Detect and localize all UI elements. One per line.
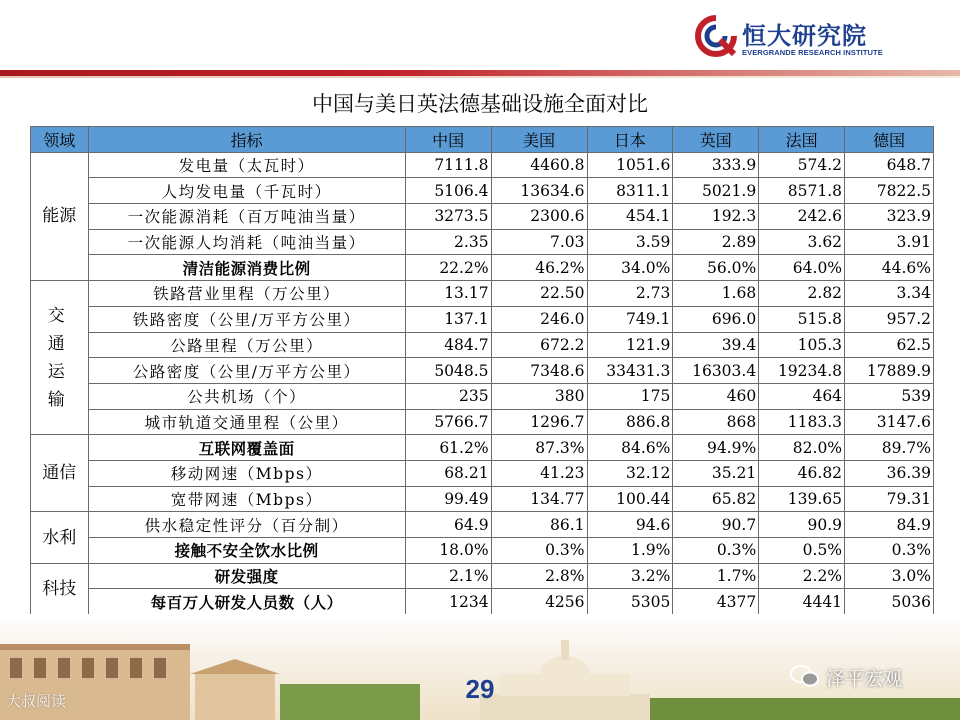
value-cell: 2.89 xyxy=(673,229,759,255)
column-header: 日本 xyxy=(587,127,673,153)
comparison-table xyxy=(30,126,934,615)
indicator-cell: 一次能源消耗（百万吨油当量） xyxy=(88,204,405,230)
value-cell: 333.9 xyxy=(673,152,759,178)
column-header: 德国 xyxy=(845,127,934,153)
value-cell: 3147.6 xyxy=(845,409,934,435)
category-cell: 通信 xyxy=(31,435,89,512)
table-header xyxy=(31,127,934,153)
value-cell: 2.2% xyxy=(759,563,845,589)
table-row xyxy=(31,563,934,589)
header-divider-shadow xyxy=(0,76,960,78)
value-cell: 672.2 xyxy=(491,332,587,358)
value-cell: 8571.8 xyxy=(759,178,845,204)
value-cell: 1183.3 xyxy=(759,409,845,435)
value-cell: 3.34 xyxy=(845,281,934,307)
value-cell: 68.21 xyxy=(405,460,491,486)
column-header: 中国 xyxy=(405,127,491,153)
table-row xyxy=(31,512,934,538)
column-header: 英国 xyxy=(673,127,759,153)
value-cell: 4441 xyxy=(759,589,845,615)
value-cell: 121.9 xyxy=(587,332,673,358)
value-cell: 515.8 xyxy=(759,306,845,332)
value-cell: 1296.7 xyxy=(491,409,587,435)
value-cell: 33431.3 xyxy=(587,358,673,384)
value-cell: 175 xyxy=(587,383,673,409)
value-cell: 82.0% xyxy=(759,435,845,461)
value-cell: 100.44 xyxy=(587,486,673,512)
watermark-right-text: 泽平宏观 xyxy=(826,668,903,690)
value-cell: 2.35 xyxy=(405,229,491,255)
indicator-cell: 公共机场（个） xyxy=(88,383,405,409)
indicator-cell: 发电量（太瓦时） xyxy=(88,152,405,178)
value-cell: 4460.8 xyxy=(491,152,587,178)
table-row xyxy=(31,486,934,512)
value-cell: 13.17 xyxy=(405,281,491,307)
value-cell: 0.5% xyxy=(759,538,845,564)
value-cell: 13634.6 xyxy=(491,178,587,204)
value-cell: 87.3% xyxy=(491,435,587,461)
indicator-cell: 公路里程（万公里） xyxy=(88,332,405,358)
value-cell: 84.6% xyxy=(587,435,673,461)
value-cell: 90.9 xyxy=(759,512,845,538)
value-cell: 3273.5 xyxy=(405,204,491,230)
table-row xyxy=(31,306,934,332)
value-cell: 94.9% xyxy=(673,435,759,461)
value-cell: 574.2 xyxy=(759,152,845,178)
value-cell: 18.0% xyxy=(405,538,491,564)
value-cell: 105.3 xyxy=(759,332,845,358)
indicator-cell: 互联网覆盖面 xyxy=(88,435,405,461)
value-cell: 64.9 xyxy=(405,512,491,538)
indicator-cell: 接触不安全饮水比例 xyxy=(88,538,405,564)
table-row xyxy=(31,152,934,178)
value-cell: 235 xyxy=(405,383,491,409)
value-cell: 7111.8 xyxy=(405,152,491,178)
value-cell: 34.0% xyxy=(587,255,673,281)
indicator-cell: 每百万人研发人员数（人） xyxy=(88,589,405,615)
value-cell: 4256 xyxy=(491,589,587,615)
value-cell: 8311.1 xyxy=(587,178,673,204)
value-cell: 16303.4 xyxy=(673,358,759,384)
table-row xyxy=(31,538,934,564)
value-cell: 957.2 xyxy=(845,306,934,332)
value-cell: 61.2% xyxy=(405,435,491,461)
logo-name: 恒大研究院 xyxy=(742,22,867,50)
value-cell: 868 xyxy=(673,409,759,435)
category-cell: 科技 xyxy=(31,563,89,614)
column-header: 领域 xyxy=(31,127,89,153)
value-cell: 39.4 xyxy=(673,332,759,358)
value-cell: 86.1 xyxy=(491,512,587,538)
table-row xyxy=(31,589,934,615)
logo-subtitle: EVERGRANDE RESEARCH INSTITUTE xyxy=(742,48,883,57)
value-cell: 36.39 xyxy=(845,460,934,486)
value-cell: 62.5 xyxy=(845,332,934,358)
value-cell: 4377 xyxy=(673,589,759,615)
value-cell: 484.7 xyxy=(405,332,491,358)
value-cell: 454.1 xyxy=(587,204,673,230)
value-cell: 323.9 xyxy=(845,204,934,230)
value-cell: 139.65 xyxy=(759,486,845,512)
value-cell: 242.6 xyxy=(759,204,845,230)
value-cell: 1051.6 xyxy=(587,152,673,178)
value-cell: 5036 xyxy=(845,589,934,615)
value-cell: 5106.4 xyxy=(405,178,491,204)
indicator-cell: 人均发电量（千瓦时） xyxy=(88,178,405,204)
value-cell: 35.21 xyxy=(673,460,759,486)
value-cell: 0.3% xyxy=(845,538,934,564)
indicator-cell: 公路密度（公里/万平方公里） xyxy=(88,358,405,384)
value-cell: 2300.6 xyxy=(491,204,587,230)
value-cell: 134.77 xyxy=(491,486,587,512)
column-header: 指标 xyxy=(88,127,405,153)
value-cell: 64.0% xyxy=(759,255,845,281)
table-row xyxy=(31,435,934,461)
indicator-cell: 宽带网速（Mbps） xyxy=(88,486,405,512)
table-row xyxy=(31,332,934,358)
value-cell: 46.2% xyxy=(491,255,587,281)
table-body xyxy=(31,152,934,614)
value-cell: 2.8% xyxy=(491,563,587,589)
value-cell: 89.7% xyxy=(845,435,934,461)
value-cell: 5305 xyxy=(587,589,673,615)
value-cell: 460 xyxy=(673,383,759,409)
value-cell: 3.2% xyxy=(587,563,673,589)
value-cell: 56.0% xyxy=(673,255,759,281)
value-cell: 886.8 xyxy=(587,409,673,435)
indicator-cell: 供水稳定性评分（百分制） xyxy=(88,512,405,538)
category-cell: 交通运输 xyxy=(31,281,89,435)
value-cell: 7.03 xyxy=(491,229,587,255)
value-cell: 3.91 xyxy=(845,229,934,255)
value-cell: 648.7 xyxy=(845,152,934,178)
value-cell: 539 xyxy=(845,383,934,409)
value-cell: 1.9% xyxy=(587,538,673,564)
page-number: 29 xyxy=(465,674,495,704)
value-cell: 192.3 xyxy=(673,204,759,230)
value-cell: 380 xyxy=(491,383,587,409)
value-cell: 1.7% xyxy=(673,563,759,589)
value-cell: 0.3% xyxy=(491,538,587,564)
table-row xyxy=(31,460,934,486)
value-cell: 2.82 xyxy=(759,281,845,307)
value-cell: 5766.7 xyxy=(405,409,491,435)
value-cell: 5048.5 xyxy=(405,358,491,384)
value-cell: 32.12 xyxy=(587,460,673,486)
value-cell: 90.7 xyxy=(673,512,759,538)
value-cell: 79.31 xyxy=(845,486,934,512)
value-cell: 22.50 xyxy=(491,281,587,307)
value-cell: 44.6% xyxy=(845,255,934,281)
value-cell: 17889.9 xyxy=(845,358,934,384)
indicator-cell: 移动网速（Mbps） xyxy=(88,460,405,486)
value-cell: 696.0 xyxy=(673,306,759,332)
watermark-left: 大叔阅读 xyxy=(6,692,67,710)
table-row xyxy=(31,229,934,255)
value-cell: 3.62 xyxy=(759,229,845,255)
table-row xyxy=(31,204,934,230)
table-row xyxy=(31,358,934,384)
table-header-row xyxy=(31,127,934,153)
table-row xyxy=(31,281,934,307)
value-cell: 5021.9 xyxy=(673,178,759,204)
value-cell: 94.6 xyxy=(587,512,673,538)
table-row xyxy=(31,409,934,435)
value-cell: 7822.5 xyxy=(845,178,934,204)
table-row xyxy=(31,255,934,281)
value-cell: 2.1% xyxy=(405,563,491,589)
evergrande-logo-icon xyxy=(694,14,738,58)
table-row xyxy=(31,383,934,409)
indicator-cell: 研发强度 xyxy=(88,563,405,589)
value-cell: 464 xyxy=(759,383,845,409)
value-cell: 7348.6 xyxy=(491,358,587,384)
category-cell: 水利 xyxy=(31,512,89,563)
value-cell: 2.73 xyxy=(587,281,673,307)
value-cell: 749.1 xyxy=(587,306,673,332)
indicator-cell: 一次能源人均消耗（吨油当量） xyxy=(88,229,405,255)
column-header: 法国 xyxy=(759,127,845,153)
value-cell: 0.3% xyxy=(673,538,759,564)
wechat-icon xyxy=(790,663,820,689)
indicator-cell: 铁路营业里程（万公里） xyxy=(88,281,405,307)
value-cell: 19234.8 xyxy=(759,358,845,384)
watermark-right xyxy=(790,663,903,691)
value-cell: 46.82 xyxy=(759,460,845,486)
value-cell: 99.49 xyxy=(405,486,491,512)
value-cell: 246.0 xyxy=(491,306,587,332)
value-cell: 84.9 xyxy=(845,512,934,538)
indicator-cell: 清洁能源消费比例 xyxy=(88,255,405,281)
value-cell: 65.82 xyxy=(673,486,759,512)
page-title: 中国与美日英法德基础设施全面对比 xyxy=(312,92,648,116)
evergrande-logo xyxy=(694,14,884,60)
value-cell: 3.59 xyxy=(587,229,673,255)
table-row xyxy=(31,178,934,204)
value-cell: 41.23 xyxy=(491,460,587,486)
column-header: 美国 xyxy=(491,127,587,153)
category-cell: 能源 xyxy=(31,152,89,280)
value-cell: 1.68 xyxy=(673,281,759,307)
indicator-cell: 城市轨道交通里程（公里） xyxy=(88,409,405,435)
value-cell: 3.0% xyxy=(845,563,934,589)
value-cell: 22.2% xyxy=(405,255,491,281)
indicator-cell: 铁路密度（公里/万平方公里） xyxy=(88,306,405,332)
value-cell: 1234 xyxy=(405,589,491,615)
value-cell: 137.1 xyxy=(405,306,491,332)
